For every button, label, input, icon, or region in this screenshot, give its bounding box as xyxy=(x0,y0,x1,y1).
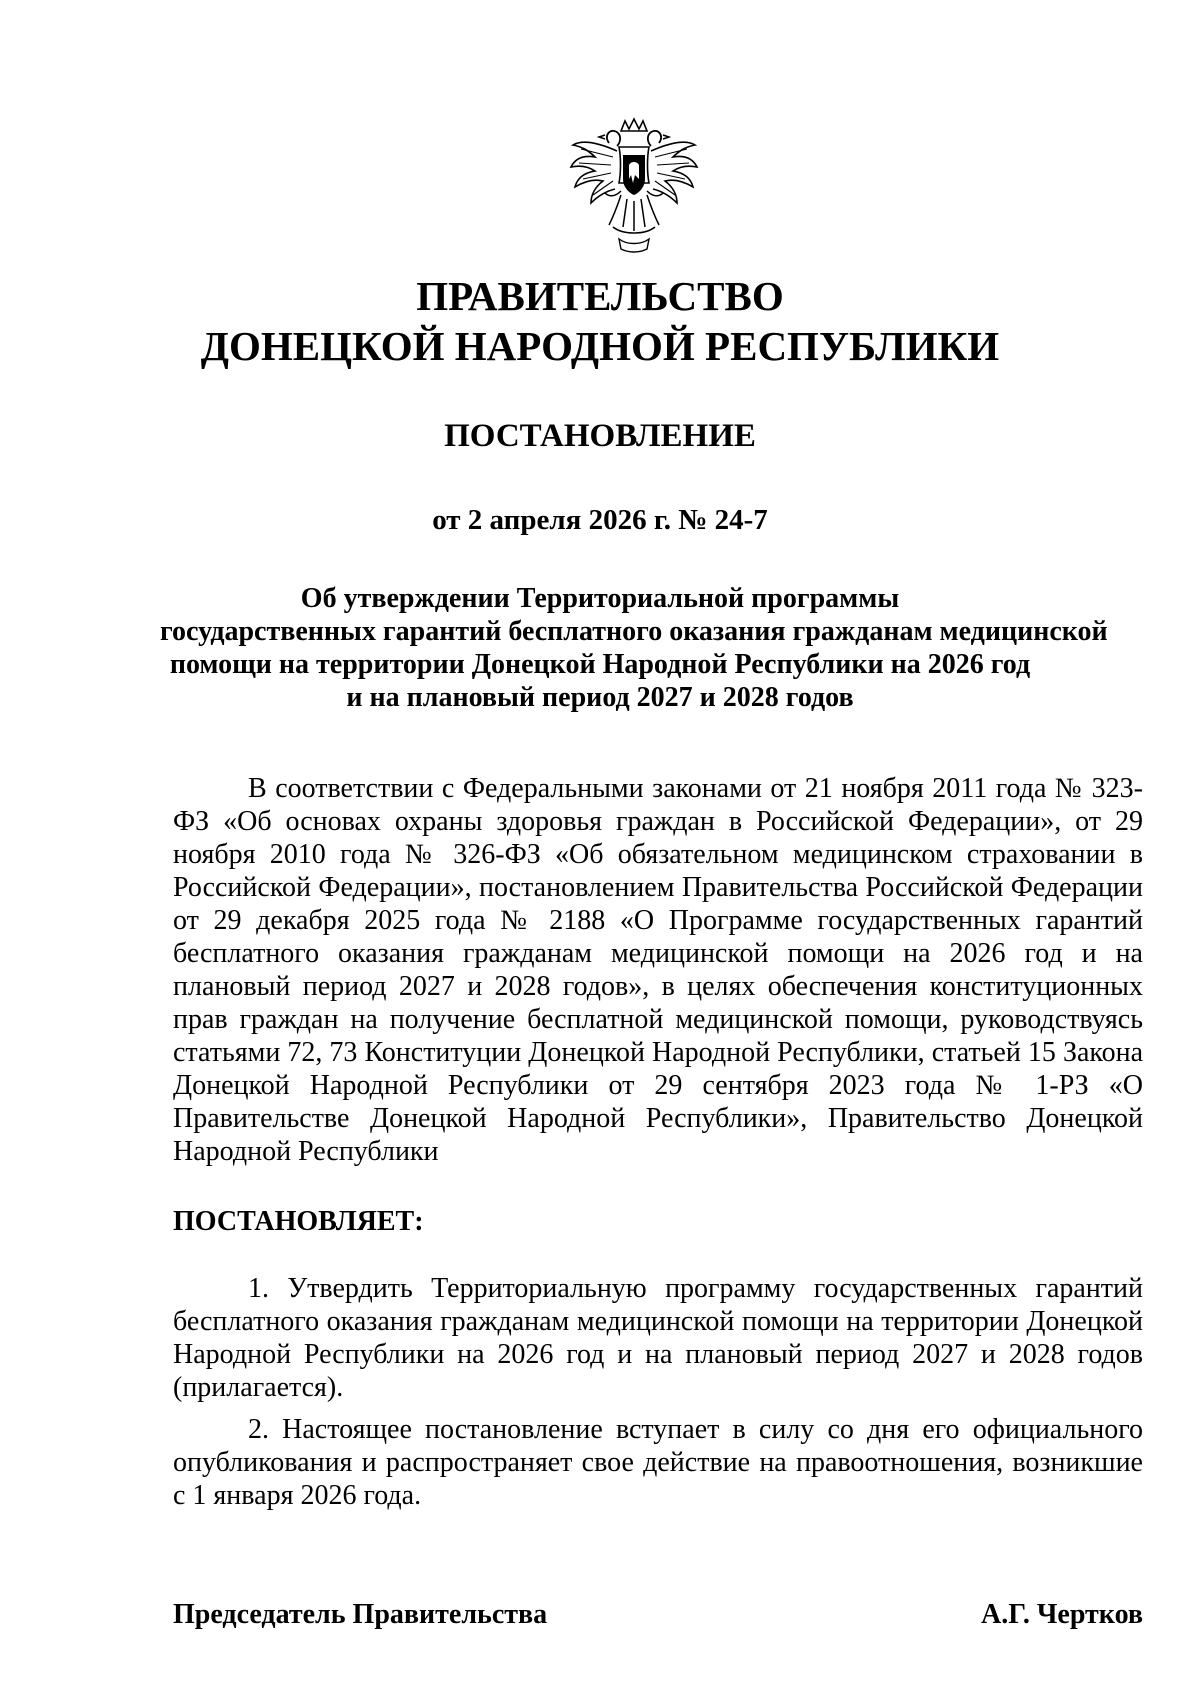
subject-line: государственных гарантий бесплатного оказания гражданам медицинской xyxy=(160,616,1108,647)
subject-line: помощи на территории Донецкой Народной Республики на 2026 год xyxy=(169,649,1031,680)
document-type: ПОСТАНОВЛЕНИЕ xyxy=(444,418,756,454)
government-name-line2: ДОНЕЦКОЙ НАРОДНОЙ РЕСПУБЛИКИ xyxy=(200,323,1000,369)
signatory-title: Председатель Правительства xyxy=(173,1599,548,1630)
signatory-name: А.Г. Чертков xyxy=(981,1599,1143,1630)
resolves-heading: ПОСТАНОВЛЯЕТ: xyxy=(173,1206,424,1237)
coat-of-arms-icon xyxy=(569,117,699,257)
document-subject xyxy=(160,582,1108,714)
subject-line: и на плановый период 2027 и 2028 годов xyxy=(346,682,854,713)
government-name-line1: ПРАВИТЕЛЬСТВО xyxy=(416,273,784,319)
document-date-number: от 2 апреля 2026 г. № 24-7 xyxy=(432,504,768,536)
preamble-paragraph: В соответствии с Федеральными законами от 21 ноября 2011 года № 323-ФЗ «Об основах охраны здоровья граждан в Российской Федерации», от 29 ноября 2010 года № 326-ФЗ «Об обязательном медицинском страховании в Российской Федерации», постановлением Правительства Российской Федерации от 29 декабря 2025 года № 2188 «О Программе государственных гарантий бесплатного оказания гражданам медицинской помощи на 2026 год и на плановый период 2027 и 2028 годов», в целях обеспечения конституционных прав граждан на получение бесплатной медицинской помощи, руководствуясь статьями 72, 73 Конституции Донецкой Народной Республики, статьей 15 Закона Донецкой Народной Республики от 29 сентября 2023 года № 1-РЗ «О Правительстве Донецкой Народной Республики», Правительство Донецкой Народной Республики xyxy=(173,773,1143,1167)
resolution-item-1: 1. Утвердить Территориальную программу государственных гарантий бесплатного оказания гражданам медицинской помощи на территории Донецкой Народной Республики на 2026 год и на плановый период 2027 и 2028 годов (прилагается). xyxy=(173,1273,1143,1403)
subject-line: Об утверждении Территориальной программы xyxy=(300,583,900,614)
resolution-item-2: 2. Настоящее постановление вступает в силу со дня его официального опубликования и распространяет свое действие на правоотношения, возникшие с 1 января 2026 года. xyxy=(173,1414,1143,1511)
